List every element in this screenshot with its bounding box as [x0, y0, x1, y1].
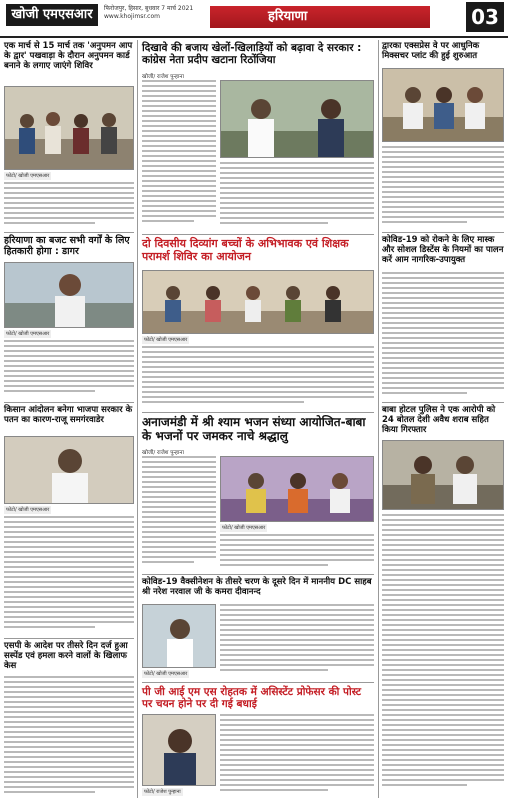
- page-number: 03: [466, 2, 504, 32]
- article-body: [4, 676, 134, 796]
- column-divider: [137, 40, 138, 798]
- website-text: www.khojimsr.com: [104, 13, 160, 20]
- masthead: [0, 0, 508, 38]
- article-body: [142, 346, 374, 408]
- sp-case-headline: एसपी के आदेश पर तीसरे दिन दर्ज हुआ सस्पेंड एवं हमला करने वालों के खिलाफ केस: [4, 641, 128, 671]
- photo-caption: फोटो/ खोजी एमएसआर: [144, 671, 188, 677]
- camp-headline: दो दिवसीय दिव्यांग बच्चों के अभिभावक एवं शिक्षक परामर्श शिविर का आयोजन: [142, 237, 349, 263]
- article-body: [142, 80, 216, 230]
- article-body: [220, 714, 374, 796]
- budget-headline: हरियाणा का बजट सभी वर्गों के लिए हितकारी होगा : डागर: [4, 235, 130, 257]
- article-body: [142, 456, 216, 570]
- article-body: [382, 514, 504, 796]
- section-divider: [382, 232, 504, 233]
- photo-caption: फोटो/ राजेश पुन्हाना: [144, 789, 181, 795]
- article-body: [4, 182, 134, 230]
- section-title: हरियाणा: [210, 6, 430, 28]
- bhajan-headline: अनाजमंडी में श्री श्याम भजन संध्या आयोजित-बाबा के भजनों पर जमकर नाचे श्रद्धालु: [142, 415, 366, 443]
- main-headline: दिखावे की बजाय खेलों-खिलाड़ियों को बढ़ावा दे सरकार : कांग्रेस नेता प्रदीप खटाना रिठोंजिया: [142, 42, 362, 67]
- article-body: [220, 162, 374, 230]
- khatana-photo: [220, 80, 374, 158]
- section-divider: [142, 234, 374, 235]
- section-divider: [4, 402, 134, 403]
- article-body: [4, 340, 134, 398]
- pgi-photo: [142, 714, 216, 786]
- newspaper-logo: खोजी एमएसआर: [6, 4, 98, 26]
- covid-vaccine-headline: कोविड-19 वैक्सीनेशन के तीसरे चरण के दूसरे दिन में माननीय DC साहब श्री नरेश नरवाल जी के कमरा दीवानन्द: [142, 577, 372, 597]
- photo-caption: फोटो/ खोजी एमएसआर: [6, 331, 50, 337]
- bhajan-photo: [220, 456, 374, 522]
- photo-caption: फोटो/ खोजी एमएसआर: [144, 337, 188, 343]
- column-divider: [378, 40, 379, 798]
- dagar-photo: [4, 262, 134, 328]
- section-divider: [4, 638, 134, 639]
- article-body: [382, 272, 504, 398]
- kisan-photo: [4, 436, 134, 504]
- photo-caption: फोटो/ खोजी एमएसआर: [6, 173, 50, 179]
- photo-caption: फोटो/ खोजी एमएसआर: [222, 525, 266, 531]
- article-body: [220, 534, 374, 570]
- section-divider: [382, 402, 504, 403]
- liquor-headline: बाबा होटल पुलिस ने एक आरोपी को 24 बोतल देशी अवैध शराब सहित किया गिरफ्तार: [382, 405, 496, 435]
- plant-headline: द्वारका एक्सप्रेस वे पर आधुनिक मिक्सचर प्लांट की हुई शुरुआत: [382, 41, 480, 61]
- section-divider: [142, 412, 374, 413]
- dateline: [104, 5, 224, 21]
- date-text: फिरोजपुर, हिसार, बुधवार 7 मार्च 2021: [104, 5, 194, 12]
- section-divider: [142, 574, 374, 575]
- kisan-headline: किसान आंदोलन बनेगा भाजपा सरकार के पतन का कारण-राजू समगंरवाडेर: [4, 405, 133, 425]
- camp-photo: [4, 86, 134, 170]
- section-divider: [4, 232, 134, 233]
- vaccine-photo: [142, 604, 216, 668]
- liquor-photo: [382, 440, 504, 510]
- byline: खोजी/ राजेश पुन्हाना: [142, 74, 184, 80]
- byline: खोजी/ राजेश पुन्हाना: [142, 450, 184, 456]
- mask-headline: कोविड-19 को रोकने के लिए मास्क और सोशल डिस्टेंस के नियमों का पालन करें आम नागरिक-उपायुक्त: [382, 235, 504, 265]
- article-body: [382, 146, 504, 228]
- article-body: [220, 604, 374, 678]
- pgi-headline: पी जी आई एम एस रोहतक में असिस्टेंट प्रोफेसर की पोस्ट पर चयन होने पर दी गई बधाई: [142, 686, 362, 711]
- section-divider: [142, 682, 374, 683]
- camp-event-photo: [142, 270, 374, 334]
- left-lead-headline: एक मार्च से 15 मार्च तक 'अनुपमन आप के द्वार' पखवाड़ा के दौरान अनुपमन कार्ड बनाने के लगाए जाएंगे शिविर: [4, 41, 133, 71]
- plant-photo: [382, 68, 504, 142]
- photo-caption: फोटो/ खोजी एमएसआर: [6, 507, 50, 513]
- article-body: [4, 516, 134, 634]
